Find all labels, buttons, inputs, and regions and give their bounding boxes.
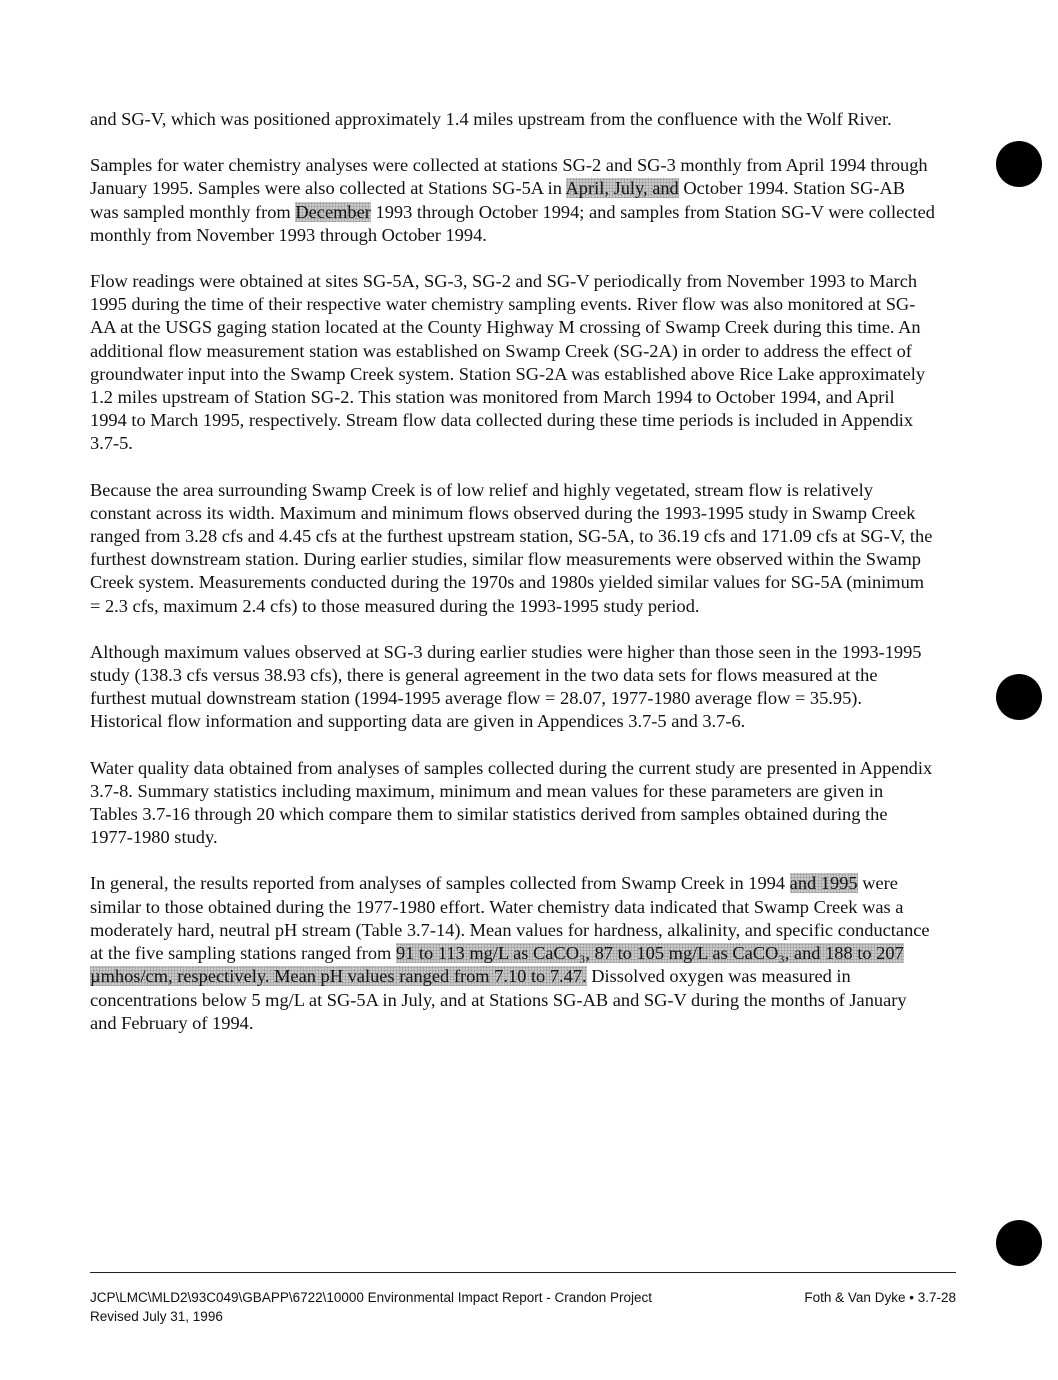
- paragraph-4: Because the area surrounding Swamp Creek is of low relief and highly vegetated, stream flow is relatively constant across its width. Maximum and minimum flows observed during the 1993-1995 study in Swamp Creek ranged from 3.28 cfs and 4.45 cfs at the furthest upstream station, SG-5A, to 36.19 cfs and 171.09 cfs at SG-V, the furthest downstream station. During earlier studies, similar flow measurements were observed within the Swamp Creek system. Measurements conducted during the 1970s and 1980s yielded similar values for SG-5A (minimum = 2.3 cfs, maximum 2.4 cfs) to those measured during the 1993-1995 study period.: [90, 479, 933, 616]
- footer-firm: Foth & Van Dyke: [804, 1290, 906, 1305]
- footer-rule: [90, 1272, 956, 1273]
- revision-highlight: and 1995: [789, 873, 858, 894]
- footer-line-1: [90, 1288, 710, 1307]
- body-text: [90, 108, 935, 1058]
- paragraph-7-text-c: Dissolved oxygen was measured in concentrations below 5 mg/L at SG-5A in July, and at Stations SG-AB and SG-V during the months of January and February of 1994.: [90, 966, 907, 1033]
- revision-highlight: 91 to 113 mg/L as CaCO₃, 87 to 105 mg/L as CaCO₃, and 188 to 207 µmhos/cm, respectively. Mean pH values ranged from 7.10 to 7.47.: [90, 943, 904, 987]
- paragraph-2-text-a: Samples for water chemistry analyses were collected at stations SG-2 and SG-3 monthly from April 1994 through January 1995. Samples were also collected at Stations SG-5A in: [90, 155, 928, 199]
- paragraph-5: Although maximum values observed at SG-3 during earlier studies were higher than those seen in the 1993-1995 study (138.3 cfs versus 38.93 cfs), there is general agreement in the two data sets for flows measured at the furthest mutual downstream station (1994-1995 average flow = 28.07, 1977-1980 average flow = 35.95). Historical flow information and supporting data are given in Appendices 3.7-5 and 3.7-6.: [90, 641, 922, 732]
- margin-dot-icon: [996, 141, 1042, 187]
- paragraph-3: Flow readings were obtained at sites SG-5A, SG-3, SG-2 and SG-V periodically from November 1993 to March 1995 during the time of their respective water chemistry sampling events. River flow was also monitored at SG-AA at the USGS gaging station located at the County Highway M crossing of Swamp Creek during this time. An additional flow measurement station was established on Swamp Creek (SG-2A) in order to address the effect of groundwater input into the Swamp Creek system. Station SG-2A was established above Rice Lake approximately 1.2 miles upstream of Station SG-2. This station was monitored from March 1994 to October 1994, and April 1994 to March 1995, respectively. Stream flow data collected during these time periods is included in Appendix 3.7-5.: [90, 271, 926, 454]
- revision-highlight: December: [295, 201, 371, 222]
- margin-dot-icon: [996, 674, 1042, 720]
- paragraph-2: [90, 154, 935, 247]
- footer-path: JCP\LMC\MLD2\93C049\GBAPP\6722\10000: [90, 1290, 364, 1305]
- footer-left: [90, 1288, 710, 1326]
- paragraph-2-text-c: 1993 through October 1994; and samples from Station SG-V were collected monthly from November 1993 through October 1994.: [90, 201, 935, 245]
- paragraph-7: [90, 872, 935, 1034]
- paragraph-6: Water quality data obtained from analyses of samples collected during the current study are presented in Appendix 3.7-8. Summary statistics including maximum, minimum and mean values for these parameters are given in Tables 3.7-16 through 20 which compare them to similar statistics derived from samples obtained during the 1977-1980 study.: [90, 757, 933, 848]
- paragraph-1: and SG-V, which was positioned approximately 1.4 miles upstream from the confluence with the Wolf River.: [90, 109, 892, 129]
- footer-bullet: •: [909, 1290, 914, 1305]
- footer-page-number: 3.7-28: [917, 1290, 956, 1305]
- paragraph-7-text-b: were similar to those obtained during the 1977-1980 effort. Water chemistry data indicated that Swamp Creek was a moderately hard, neutral pH stream (Table 3.7-14). Mean values for hardness, alkalinity, and specific conductance at the five sampling stations ranged from: [90, 873, 930, 964]
- margin-dot-icon: [996, 1220, 1042, 1266]
- revision-highlight: April, July, and: [565, 178, 679, 199]
- paragraph-2-text-b: October 1994. Station SG-AB was sampled monthly from: [90, 178, 906, 222]
- footer-revised: Revised July 31, 1996: [90, 1309, 223, 1324]
- paragraph-7-text-a: In general, the results reported from analyses of samples collected from Swamp Creek in 1994: [90, 873, 790, 894]
- footer-report-title: Environmental Impact Report - Crandon Project: [367, 1290, 653, 1305]
- footer-right: [720, 1288, 956, 1307]
